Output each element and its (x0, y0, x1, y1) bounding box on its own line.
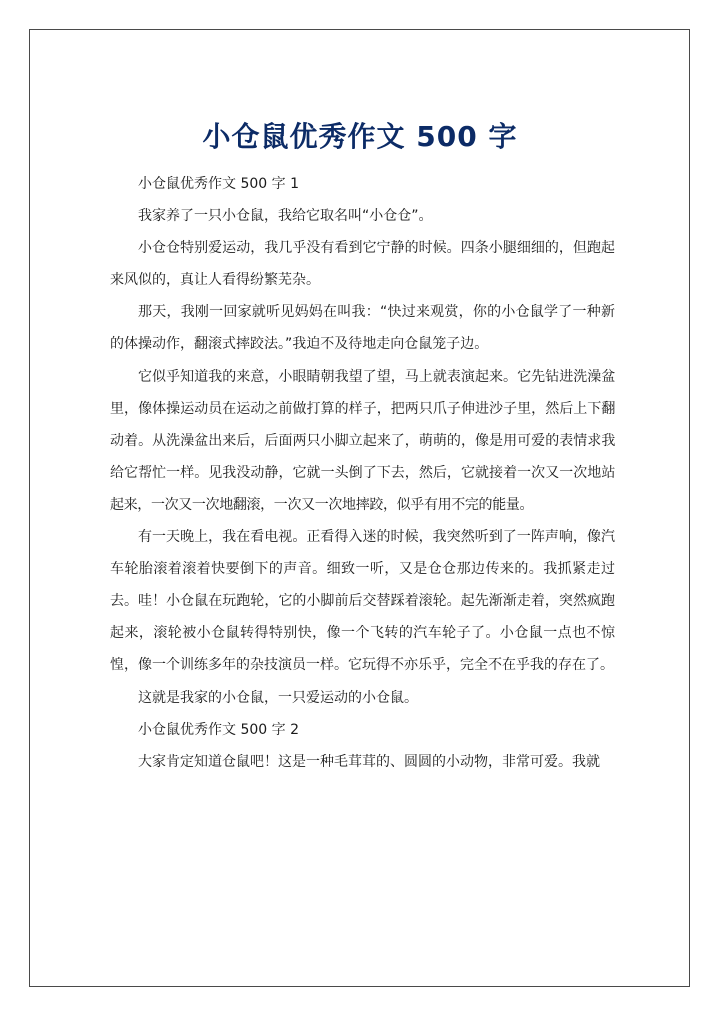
paragraph: 这就是我家的小仓鼠，一只爱运动的小仓鼠。 (138, 689, 418, 706)
paragraph: 大家肯定知道仓鼠吧！这是一种毛茸茸的、圆圆的小动物，非常可爱。我就 (138, 753, 600, 770)
paragraph: 它似乎知道我的来意，小眼睛朝我望了望，马上就表演起来。它先钻进洗澡盆里，像体操运动员在运动之前做打算的样子，把两只爪子伸进沙子里，然后上下翻动着。从洗澡盆出来后，后面两只小脚立起来了，萌萌的，像是用可爱的表情求我给它帮忙一样。见我没动静，它就一头倒了下去，然后，它就接着一次又一次地站起来，一次又一次地翻滚，一次又一次地摔跤，似乎有用不完的能量。 (110, 368, 615, 513)
essay-heading-2: 小仓鼠优秀作文 500 字 2 (138, 721, 299, 738)
paragraph: 那天，我刚一回家就听见妈妈在叫我：“快过来观赏，你的小仓鼠学了一种新的体操动作，翻滚式摔跤法。”我迫不及待地走向仓鼠笼子边。 (110, 304, 615, 353)
paragraph: 我家养了一只小仓鼠，我给它取名叫“小仓仓”。 (138, 208, 433, 225)
essay-heading-1: 小仓鼠优秀作文 500 字 1 (138, 176, 299, 192)
document-title: 小仓鼠优秀作文 500 字 (202, 119, 518, 153)
paragraph: 有一天晚上，我在看电视。正看得入迷的时候，我突然听到了一阵声响，像汽车轮胎滚着滚着快要倒下的声音。细致一听，又是仓仓那边传来的。我抓紧走过去。哇！小仓鼠在玩跑轮，它的小脚前后交替踩着滚轮。起先渐渐走着，突然疯跑起来，滚轮被小仓鼠转得特别快，像一个飞转的汽车轮子了。小仓鼠一点也不惊惶，像一个训练多年的杂技演员一样。它玩得不亦乐乎，完全不在乎我的存在了。 (110, 529, 615, 674)
paragraph: 小仓仓特别爱运动，我几乎没有看到它宁静的时候。四条小腿细细的，但跑起来风似的，真让人看得纷繁芜杂。 (110, 240, 615, 289)
document-body (110, 168, 615, 778)
